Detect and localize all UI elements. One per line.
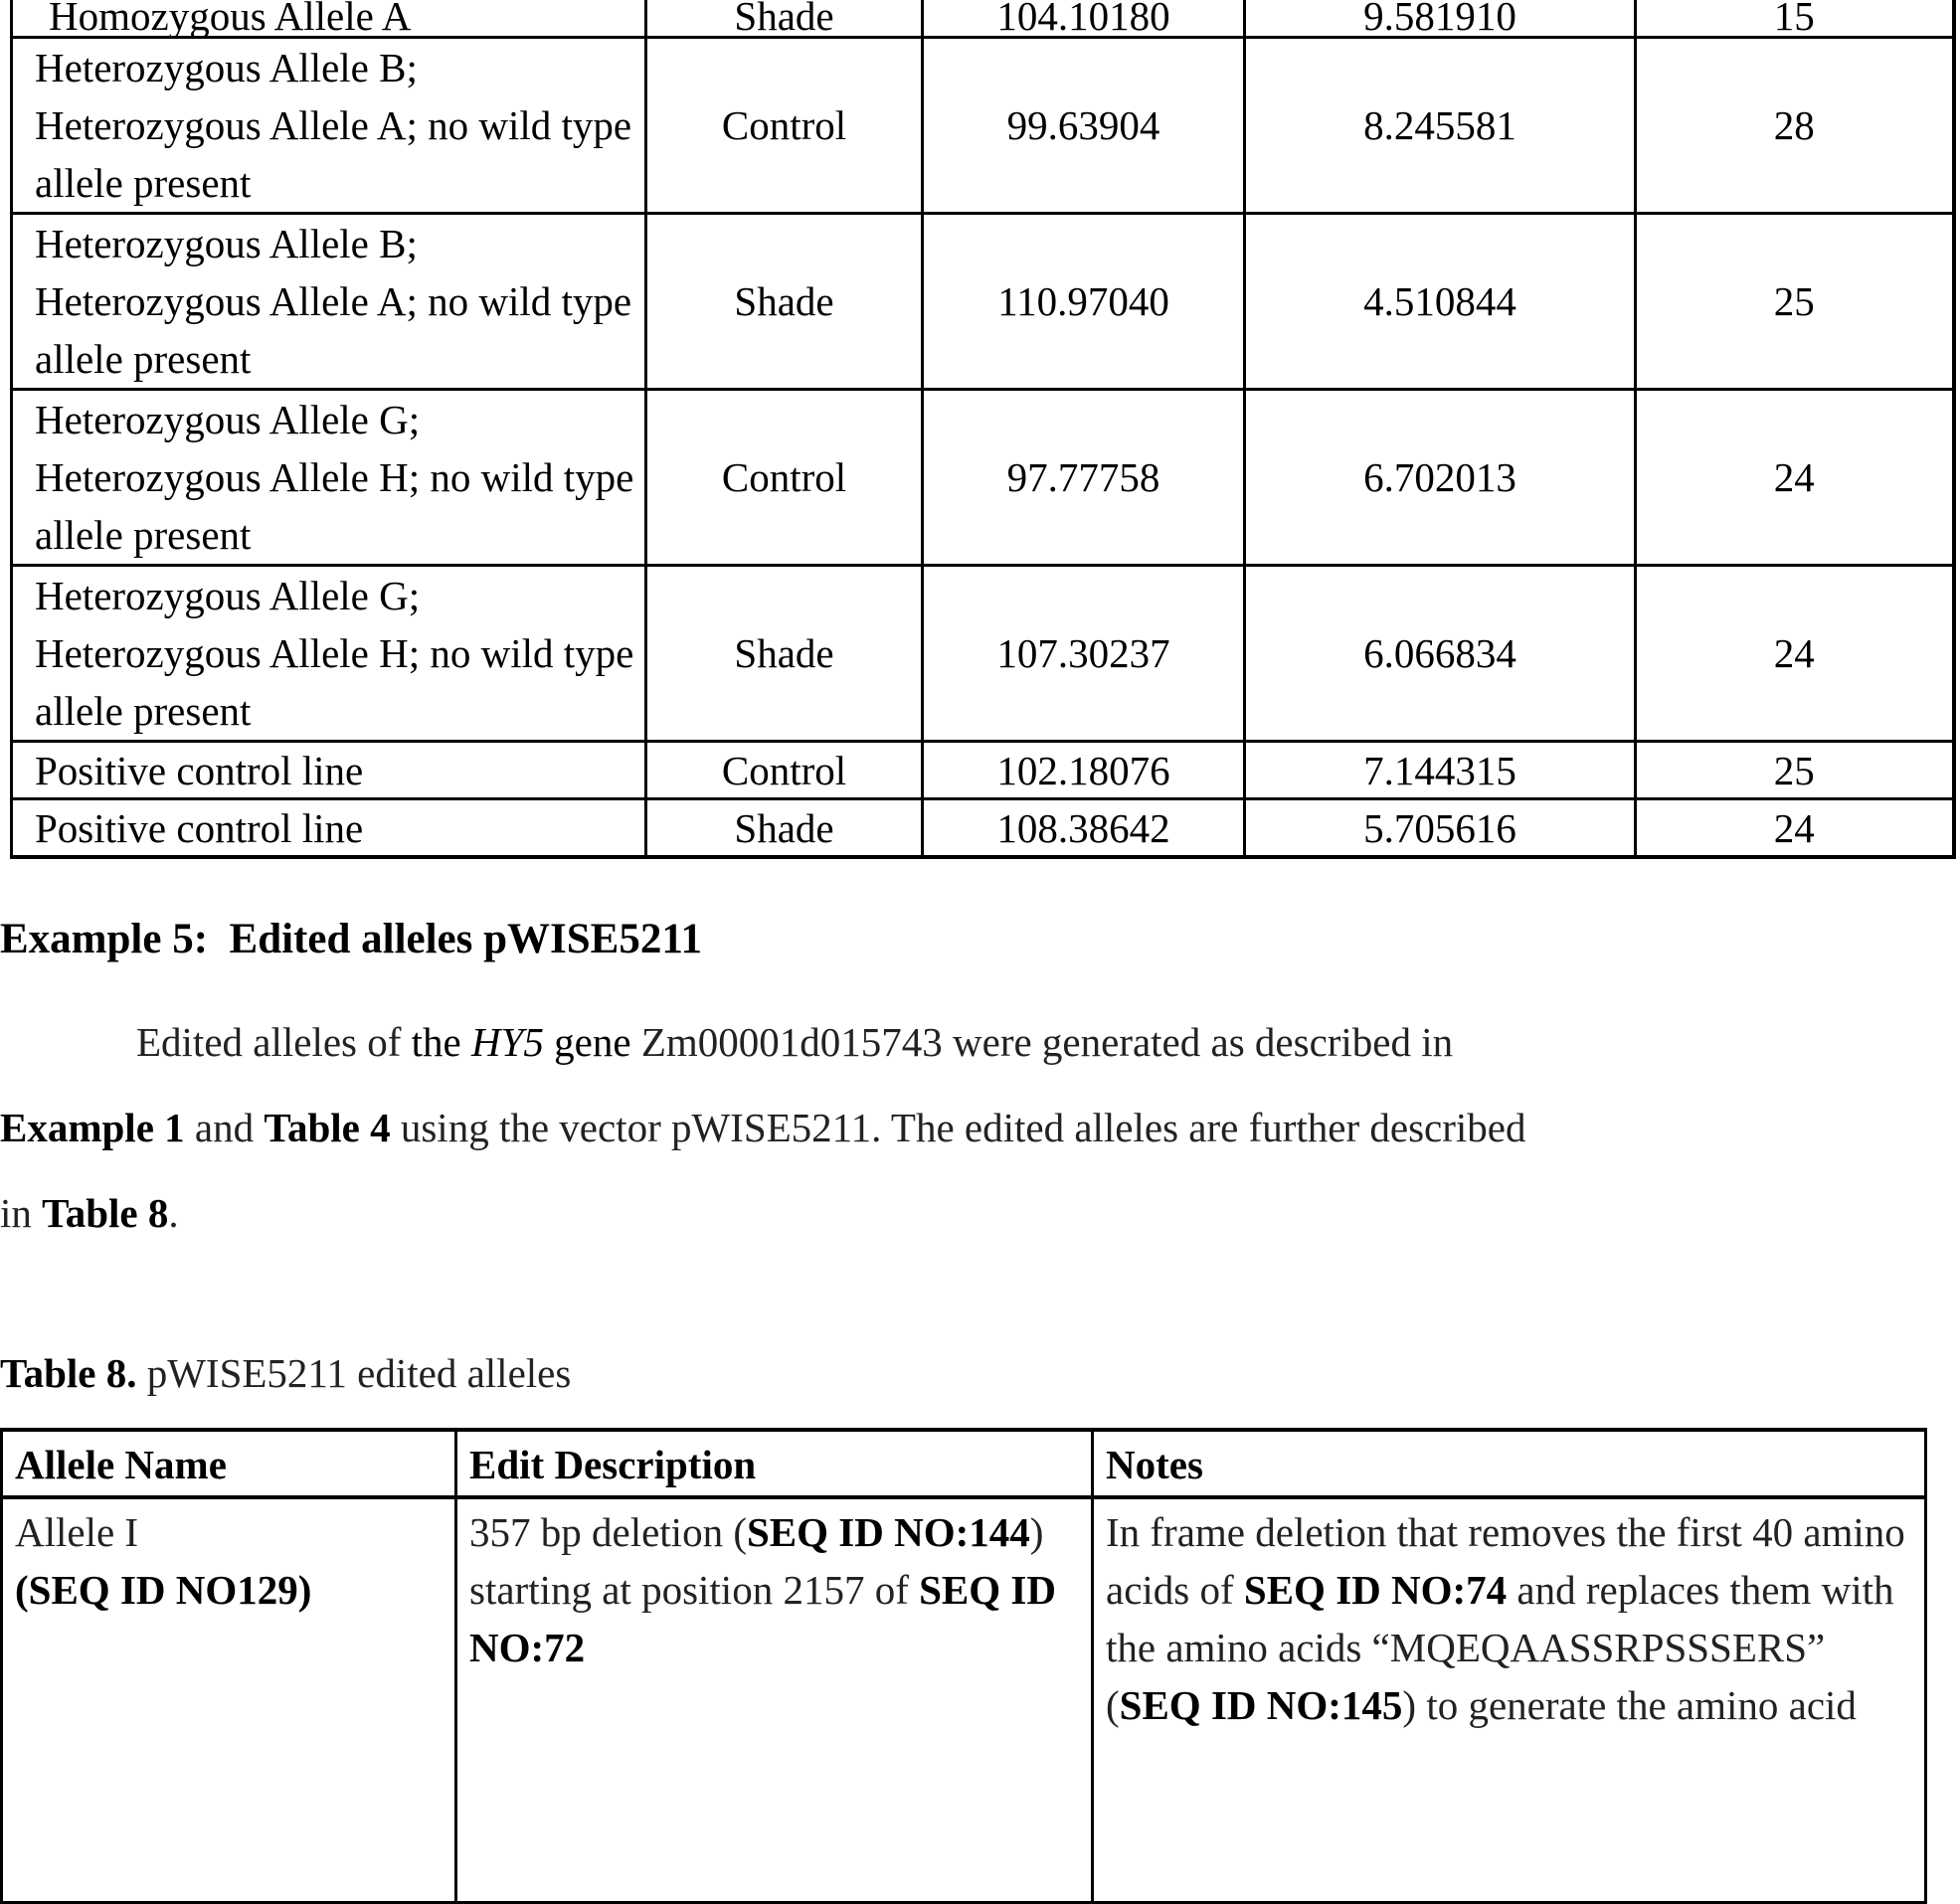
n-cell: 15 (1636, 0, 1954, 38)
column-header-allele-name: Allele Name (2, 1430, 456, 1497)
n-cell: 25 (1636, 214, 1954, 390)
condition-cell: Control (646, 742, 923, 799)
condition-cell: Shade (646, 566, 923, 742)
column-header-notes: Notes (1093, 1430, 1926, 1497)
edit-description-cell (456, 1497, 1093, 1903)
header-row (2, 1430, 1926, 1497)
caption-text: pWISE5211 edited alleles (136, 1350, 572, 1396)
allele-seq-id: (SEQ ID NO129) (15, 1567, 312, 1613)
n-cell: 24 (1636, 799, 1954, 858)
n-cell: 24 (1636, 566, 1954, 742)
sd-cell: 9.581910 (1245, 0, 1636, 38)
allele-name: Allele I (15, 1509, 139, 1555)
mean-cell: 102.18076 (923, 742, 1245, 799)
allele-name-cell (2, 1497, 456, 1903)
sd-cell: 7.144315 (1245, 742, 1636, 799)
genotype-cell: Positive control line (12, 742, 646, 799)
condition-cell: Shade (646, 214, 923, 390)
condition-cell: Control (646, 38, 923, 214)
edited-alleles-table (0, 1428, 1927, 1904)
table-reference: Table 8 (42, 1190, 169, 1236)
text-run: ) to generate the amino acid (1402, 1682, 1857, 1728)
mean-cell: 110.97040 (923, 214, 1245, 390)
table-row (12, 742, 1954, 799)
seq-id: SEQ ID NO:144 (746, 1509, 1030, 1555)
paragraph-line (0, 1170, 1949, 1256)
table-row (12, 38, 1954, 214)
table-reference: Table 4 (264, 1105, 391, 1150)
gene-name: HY5 (471, 1019, 544, 1065)
table-row (12, 214, 1954, 390)
genotype-cell: Homozygous Allele A (12, 0, 646, 38)
genotype-cell: Heterozygous Allele G; Heterozygous Allele H; no wild type allele present (12, 566, 646, 742)
genotype-cell: Positive control line (12, 799, 646, 858)
table-caption (0, 1349, 571, 1397)
table-row (12, 566, 1954, 742)
phenotype-results-table (10, 0, 1956, 859)
text-run: and replaces them with the amino acids “MQEQAASSRPSSSERS” ( (1106, 1567, 1894, 1728)
example-reference: Example 1 (0, 1105, 185, 1150)
sd-cell: 6.702013 (1245, 390, 1636, 566)
n-cell: 24 (1636, 390, 1954, 566)
condition-cell: Shade (646, 799, 923, 858)
seq-id: SEQ ID NO:145 (1119, 1682, 1403, 1728)
paragraph-line (0, 999, 1949, 1085)
text-run: using the vector pWISE5211. The edited alleles are further described (390, 1105, 1526, 1150)
text-run: . (168, 1190, 179, 1236)
sd-cell: 8.245581 (1245, 38, 1636, 214)
notes-cell (1093, 1497, 1926, 1903)
text-run: the (411, 1019, 471, 1065)
text-run: In frame deletion that removes the first 40 amino acids of (1106, 1509, 1905, 1613)
sd-cell: 4.510844 (1245, 214, 1636, 390)
n-cell: 25 (1636, 742, 1954, 799)
n-cell: 28 (1636, 38, 1954, 214)
table-row (12, 799, 1954, 858)
condition-cell: Control (646, 390, 923, 566)
mean-cell: 97.77758 (923, 390, 1245, 566)
body-paragraph (0, 999, 1949, 1256)
text-run: and (184, 1105, 265, 1150)
genotype-cell: Heterozygous Allele G; Heterozygous Allele H; no wild type allele present (12, 390, 646, 566)
section-heading: Example 5: Edited alleles pWISE5211 (0, 916, 702, 962)
genotype-cell: Heterozygous Allele B; Heterozygous Allele A; no wild type allele present (12, 38, 646, 214)
mean-cell: 107.30237 (923, 566, 1245, 742)
text-run: gene (543, 1019, 641, 1065)
sd-cell: 6.066834 (1245, 566, 1636, 742)
mean-cell: 108.38642 (923, 799, 1245, 858)
seq-id: SEQ ID NO:74 (1243, 1567, 1508, 1613)
text-run: in (0, 1190, 43, 1236)
genotype-cell: Heterozygous Allele B; Heterozygous Allele A; no wild type allele present (12, 214, 646, 390)
table-row (12, 0, 1954, 38)
text-run: Zm00001d015743 were generated as described in (640, 1019, 1454, 1065)
table-row (2, 1497, 1926, 1903)
paragraph-line (0, 1085, 1949, 1170)
mean-cell: 104.10180 (923, 0, 1245, 38)
column-header-edit-description: Edit Description (456, 1430, 1093, 1497)
text-run: ) starting at position 2157 of (469, 1509, 1044, 1613)
text-run: Edited alleles of (136, 1019, 412, 1065)
table-row (12, 390, 1954, 566)
mean-cell: 99.63904 (923, 38, 1245, 214)
text-run: 357 bp deletion ( (469, 1509, 747, 1555)
condition-cell: Shade (646, 0, 923, 38)
caption-label: Table 8. (0, 1350, 137, 1396)
seq-id: SEQ ID NO:72 (469, 1567, 1056, 1670)
sd-cell: 5.705616 (1245, 799, 1636, 858)
